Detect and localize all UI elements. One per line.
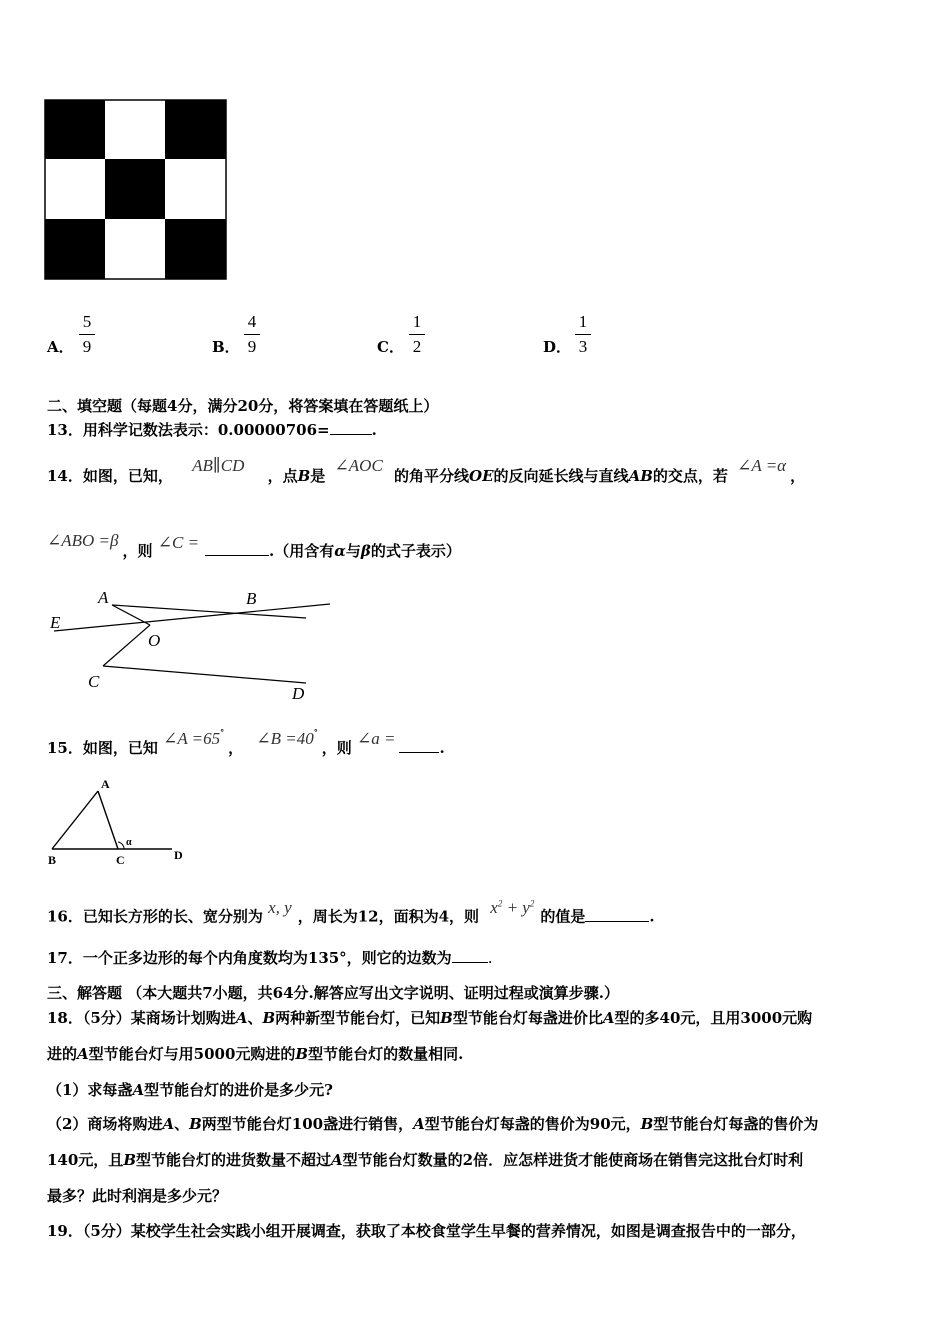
question-18-sub-2-cont: 140元，且B型节能台灯的进货数量不超过A型节能台灯数量的2倍．应怎样进货才能使商场在销售完这批台灯时利: [47, 1151, 804, 1169]
x2-plus-y2: $x^2 + y^2$: [490, 897, 535, 917]
option-a-letter: A．: [47, 338, 74, 356]
option-a-fraction: 5 9: [79, 312, 95, 357]
section-3-heading: 三、解答题 （本大题共7小题，共64分.解答应写出文字说明、证明过程或演算步骤.）: [47, 984, 619, 1002]
label-d: D: [174, 848, 183, 862]
checkerboard-figure: [44, 99, 228, 281]
answer-blank-14[interactable]: [205, 541, 269, 556]
label-d: D: [292, 684, 305, 703]
answer-blank-17[interactable]: [452, 948, 488, 963]
label-a: A: [101, 778, 110, 791]
label-b: B: [48, 853, 57, 867]
option-c-fraction: 1 2: [409, 312, 425, 357]
question-14-line-1: 14．如图，已知， AB∥CD ，点B是 ∠AOC 的角平分线OE的反向延长线与直线AB的交点，若 ∠A =α，: [47, 456, 806, 485]
option-b-letter: B．: [212, 338, 240, 356]
option-b-fraction: 4 9: [244, 312, 260, 357]
option-d-letter: D．: [543, 338, 572, 356]
question-19: 19．（5分）某校学生社会实践小组开展调查，获取了本校食堂学生早餐的营养情况，如图是调查报告中的一部分，: [47, 1222, 806, 1240]
answer-blank-16[interactable]: [585, 907, 649, 922]
question-16: 16．已知长方形的长、宽分别为 x, y ，周长为12，面积为4，则 $x^2 + y^2$的值是 .: [47, 897, 655, 926]
question-18-sub-1: （1）求每盏A型节能台灯的进价是多少元?: [47, 1081, 333, 1099]
question-15: 15．如图，已知 ∠A =65°， ∠B =40°，则 ∠a = .: [47, 727, 445, 757]
label-b: B: [246, 589, 257, 608]
q14-geometry-figure: [44, 586, 344, 704]
question-18-sub-2-end: 最多？此时利润是多少元？: [47, 1187, 228, 1205]
label-alpha: α: [126, 837, 132, 848]
question-18-line-1: 18．（5分）某商场计划购进A、B两种新型节能台灯，已知B型节能台灯每盏进价比A型的多40元，且用3000元购: [47, 1009, 813, 1027]
label-c: C: [116, 853, 125, 867]
section-2-heading: 二、填空题（每题4分，满分20分，将答案填在答题纸上）: [47, 397, 439, 415]
question-18-line-2: 进的A型节能台灯与用5000元购进的B型节能台灯的数量相同.: [47, 1045, 464, 1063]
label-o: O: [148, 631, 161, 650]
option-c-letter: C．: [377, 338, 404, 356]
question-14-line-2: ∠ABO =β，则 ∠C = .（用含有α与β的式子表示）: [47, 531, 461, 560]
question-13: 13．用科学记数法表示：0.00000706= .: [47, 421, 377, 439]
question-17: 17．一个正多边形的每个内角度数均为135°，则它的边数为 .: [47, 949, 493, 967]
question-18-sub-2: （2）商场将购进A、B两型节能台灯100盏进行销售，A型节能台灯每盏的售价为90元，B型节能台灯每盏的售价为: [47, 1115, 819, 1133]
answer-blank-13[interactable]: [330, 420, 372, 435]
label-e: E: [50, 613, 61, 632]
label-c: C: [88, 672, 100, 691]
q15-triangle-figure: [44, 778, 194, 868]
label-a: A: [98, 588, 109, 607]
option-d-fraction: 1 3: [575, 312, 591, 357]
answer-blank-15[interactable]: [399, 738, 439, 753]
